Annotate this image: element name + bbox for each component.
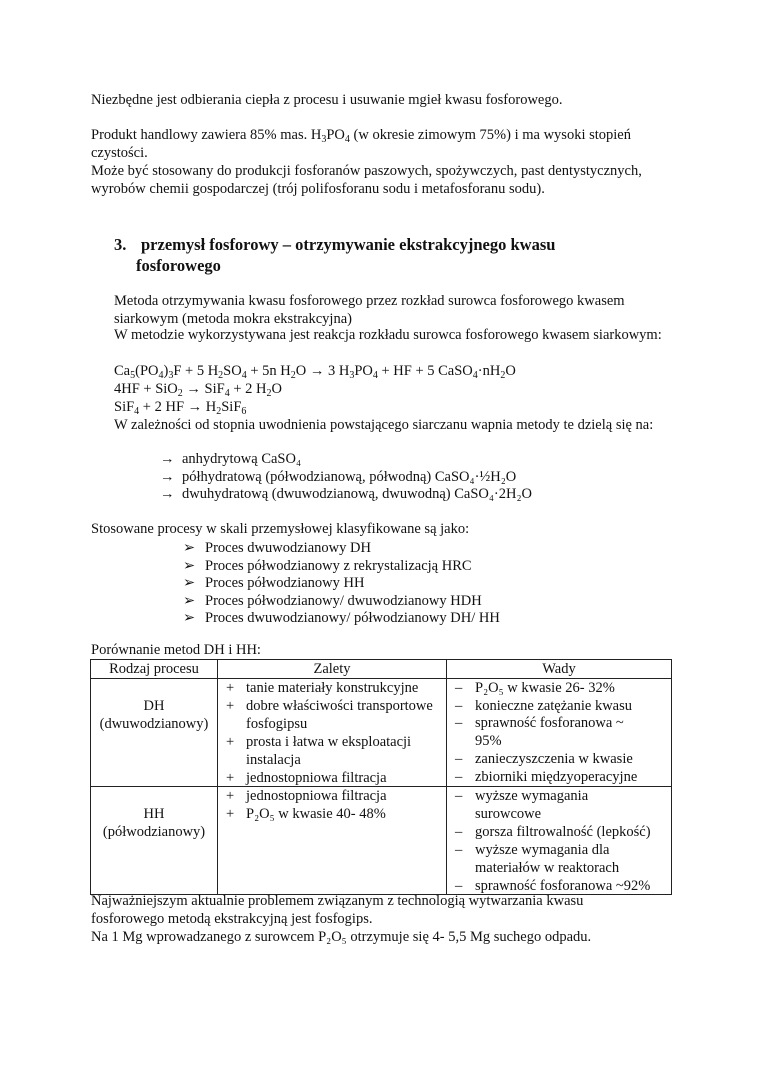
con-item xyxy=(451,823,667,841)
plus-sign: + xyxy=(226,680,235,696)
plus-sign: + xyxy=(226,788,235,804)
minus-sign: – xyxy=(455,877,463,894)
pro-item xyxy=(222,769,442,787)
equation-3: SiF$_4$ + 2 HF → $H_2SiF_6$ xyxy=(114,399,247,417)
header-disadvantages: Wady xyxy=(447,660,672,679)
process-cell xyxy=(91,679,218,787)
process-name: HH xyxy=(143,806,165,822)
section-heading xyxy=(114,234,704,276)
list-item xyxy=(183,539,500,557)
con-item xyxy=(451,714,625,750)
con-text: wyższe wymagania dla materiałów w reaktorach xyxy=(475,841,620,876)
product-text-po: PO xyxy=(326,127,345,143)
list-item xyxy=(160,485,532,503)
section-number: 3. xyxy=(114,235,127,254)
pro-text: tanie materiały konstrukcyjne xyxy=(246,680,419,696)
pro-text: jednostopniowa filtracja xyxy=(246,788,387,804)
section-title-line2: fosforowego xyxy=(136,256,221,275)
minus-sign: – xyxy=(455,697,463,714)
paragraph-product xyxy=(91,126,681,162)
process-list xyxy=(183,539,500,627)
process-label: Proces dwuwodzianowy/ półwodzianowy DH/ HH xyxy=(205,610,500,626)
header-advantages: Zalety xyxy=(218,660,447,679)
con-item xyxy=(451,750,667,768)
list-item xyxy=(183,557,500,575)
product-sub-3: 3 xyxy=(321,134,327,145)
pro-text: dobre właściwości transportowe fosfogipsu xyxy=(246,697,433,732)
pros-cell xyxy=(218,679,447,787)
con-text: sprawność fosforanowa ~92% xyxy=(475,877,651,894)
minus-sign: – xyxy=(455,788,463,804)
arrow-icon: → xyxy=(160,451,175,467)
plus-sign: + xyxy=(226,733,235,750)
equation-1: $Ca_5(PO_4)_3F + 5$ $H_2SO_4 + 5n$ $H_2O \to 3$ $H_3PO_4$ + HF + 5 $CaSO_4\cdot nH_2O$ xyxy=(114,363,516,381)
arrow-icon: → xyxy=(160,468,175,485)
table-row xyxy=(91,787,672,895)
process-desc: (półwodzianowy) xyxy=(102,824,206,840)
process-label: Proces półwodzianowy z rekrystalizacją HRC xyxy=(205,557,472,574)
con-text: konieczne zatężanie kwasu xyxy=(475,697,632,714)
hydrate-list xyxy=(160,450,532,503)
minus-sign: – xyxy=(455,824,463,840)
plus-sign: + xyxy=(226,769,235,786)
paragraph-usage: Może być stosowany do produkcji fosforanów paszowych, spożywczych, past dentystycznych, wyrobów chemii gospodarczej (trój polifosforanu sodu i metafosforanu sodu). xyxy=(91,163,642,197)
table-header-row xyxy=(91,660,672,679)
con-item xyxy=(451,768,667,786)
minus-sign: – xyxy=(455,751,463,767)
pro-text: P₂O₅ w kwasie 40- 48% xyxy=(246,805,386,822)
con-text: zbiorniki międzyoperacyjne xyxy=(475,768,638,785)
con-item xyxy=(451,787,625,823)
arrow-icon: → xyxy=(160,486,175,502)
hydrate-label: dwuhydratową (dwuwodzianową, dwuwodną) CaSO₄·2H₂O xyxy=(182,486,532,502)
paragraph-hydration: W zależności od stopnia uwodnienia powstającego siarczanu wapnia metody te dzielą się na: xyxy=(114,417,654,433)
con-text: gorsza filtrowalność (lepkość) xyxy=(475,824,651,840)
list-item xyxy=(160,468,532,486)
section-title-line1: przemysł fosforowy – otrzymywanie ekstrakcyjnego kwasu xyxy=(141,235,556,254)
minus-sign: – xyxy=(455,680,463,696)
con-text: zanieczyszczenia w kwasie xyxy=(475,751,633,767)
pro-item xyxy=(222,733,442,769)
bullet-arrow-icon: ➢ xyxy=(183,610,196,626)
minus-sign: – xyxy=(455,715,463,731)
bullet-arrow-icon: ➢ xyxy=(183,575,196,591)
pros-cell xyxy=(218,787,447,895)
comparison-title: Porównanie metod DH i HH: xyxy=(91,642,261,658)
pro-text: jednostopniowa filtracja xyxy=(246,769,387,786)
pro-text: prosta i łatwa w eksploatacji instalacja xyxy=(246,733,412,768)
hydrate-label: anhydrytową CaSO₄ xyxy=(182,451,302,467)
paragraph-heat: Niezbędne jest odbierania ciepła z procesu i usuwanie mgieł kwasu fosforowego. xyxy=(91,92,563,108)
paragraph-reaction: W metodzie wykorzystywana jest reakcja rozkładu surowca fosforowego kwasem siarkowym: xyxy=(114,327,662,343)
equation-2: 4HF + SiO$_2$ → SiF$_4$ + 2 $H_2O$ xyxy=(114,381,282,399)
hydrate-label: półhydratową (półwodzianową, półwodną) CaSO₄·½H₂O xyxy=(182,468,517,485)
minus-sign: – xyxy=(455,841,463,858)
bullet-arrow-icon: ➢ xyxy=(183,557,196,574)
header-process-type: Rodzaj procesu xyxy=(91,660,218,679)
plus-sign: + xyxy=(226,805,235,822)
paragraph-waste: Na 1 Mg wprowadzanego z surowcem P₂O₅ otrzymuje się 4- 5,5 Mg suchego odpadu. xyxy=(91,929,592,945)
process-label: Proces półwodzianowy/ dwuwodzianowy HDH xyxy=(205,592,482,609)
process-cell xyxy=(91,787,218,895)
list-item xyxy=(183,574,500,592)
process-name: DH xyxy=(143,698,165,714)
bullet-arrow-icon: ➢ xyxy=(183,540,196,556)
product-text-b: (w okresie zimowym 75%) i ma wysoki stopień czystości. xyxy=(91,127,631,161)
process-desc: (dwuwodzianowy) xyxy=(99,716,209,732)
process-label: Proces półwodzianowy HH xyxy=(205,575,365,591)
list-item xyxy=(183,592,500,610)
comparison-table xyxy=(90,659,672,895)
con-item xyxy=(451,841,645,877)
paragraph-phosphogypsum: Najważniejszym aktualnie problemem związanym z technologią wytwarzania kwasu fosforowego metodą ekstrakcyjną jest fosfogips. xyxy=(91,893,584,927)
table-row xyxy=(91,679,672,787)
con-text: P₂O₅ w kwasie 26- 32% xyxy=(475,680,615,696)
minus-sign: – xyxy=(455,768,463,785)
pro-item xyxy=(222,697,442,733)
pro-item xyxy=(222,805,442,823)
con-text: wyższe wymagania surowcowe xyxy=(475,788,589,822)
con-item xyxy=(451,679,667,697)
product-sub-4: 4 xyxy=(344,134,350,145)
bullet-arrow-icon: ➢ xyxy=(183,592,196,609)
product-text-a: Produkt handlowy zawiera 85% mas. H xyxy=(91,127,322,143)
paragraph-method: Metoda otrzymywania kwasu fosforowego przez rozkład surowca fosforowego kwasem siarkowym (metoda mokra ekstrakcyjna) xyxy=(114,293,625,327)
process-label: Proces dwuwodzianowy DH xyxy=(205,540,371,556)
list-item xyxy=(183,609,500,627)
pro-item xyxy=(222,787,442,805)
plus-sign: + xyxy=(226,697,235,714)
con-text: sprawność fosforanowa ~ 95% xyxy=(475,715,624,749)
pro-item xyxy=(222,679,442,697)
cons-cell xyxy=(447,787,672,895)
cons-cell xyxy=(447,679,672,787)
paragraph-processes: Stosowane procesy w skali przemysłowej klasyfikowane są jako: xyxy=(91,521,470,537)
con-item xyxy=(451,697,667,715)
list-item xyxy=(160,450,532,468)
